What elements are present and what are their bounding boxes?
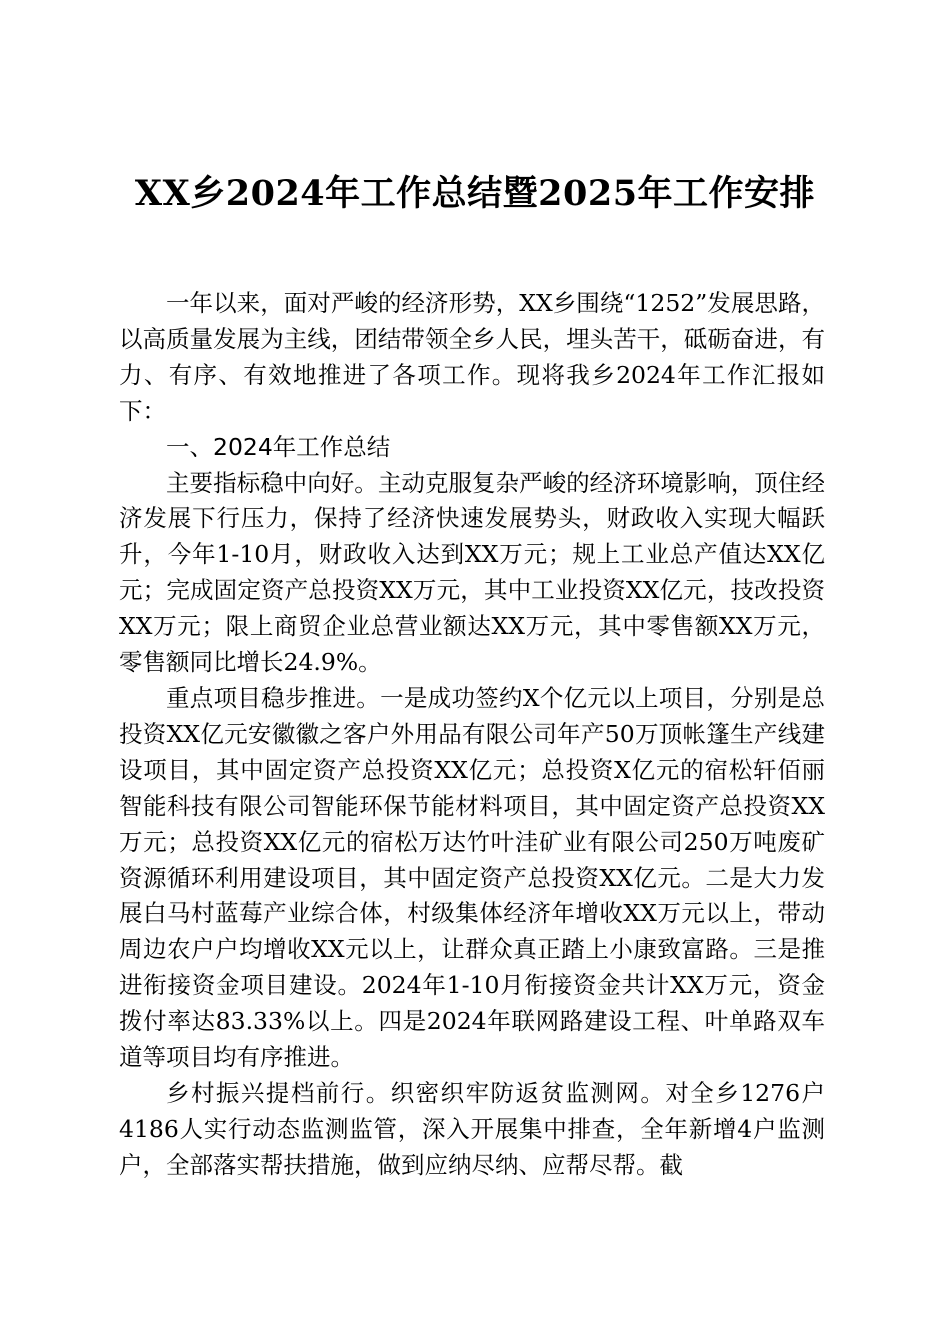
document-title: XX乡2024年工作总结暨2025年工作安排: [134, 173, 816, 214]
document-body: [119, 286, 825, 1184]
main-indicators-paragraph: 主要指标稳中向好。主动克服复杂严峻的经济环境影响，顶住经济发展下行压力，保持了经济快速发展势头，财政收入实现大幅跃升，今年1-10月，财政收入达到XX万元；规上工业总产值达XX亿元；完成固定资产总投资XX万元，其中工业投资XX亿元，技改投资XX万元；限上商贸企业总营业额达XX万元，其中零售额XX万元，零售额同比增长24.9%。: [119, 468, 825, 677]
key-projects-paragraph: 重点项目稳步推进。一是成功签约X个亿元以上项目，分别是总投资XX亿元安徽徽之客户外用品有限公司年产50万顶帐篷生产线建设项目，其中固定资产总投资XX亿元；总投资X亿元的宿松轩佰丽智能科技有限公司智能环保节能材料项目，其中固定资产总投资XX万元；总投资XX亿元的宿松万达竹叶洼矿业有限公司250万吨废矿资源循环利用建设项目，其中固定资产总投资XX亿元。二是大力发展白马村蓝莓产业综合体，村级集体经济年增收XX万元以上，带动周边农户户均增收XX元以上，让群众真正踏上小康致富路。三是推进衔接资金项目建设。2024年1-10月衔接资金共计XX万元，资金拨付率达83.33%以上。四是2024年联网路建设工程、叶单路双车道等项目均有序推进。: [119, 683, 825, 1072]
intro-paragraph: 一年以来，面对严峻的经济形势，XX乡围绕“1252”发展思路，以高质量发展为主线，团结带领全乡人民，埋头苦干，砥砺奋进，有力、有序、有效地推进了各项工作。现将我乡2024年工作汇报如下：: [119, 289, 825, 425]
rural-revitalization-paragraph: 乡村振兴提档前行。织密织牢防返贫监测网。对全乡1276户4186人实行动态监测监管，深入开展集中排查，全年新增4户监测户，全部落实帮扶措施，做到应纳尽纳、应帮尽帮。截: [119, 1078, 825, 1179]
section-heading: 一、2024年工作总结: [166, 432, 391, 461]
